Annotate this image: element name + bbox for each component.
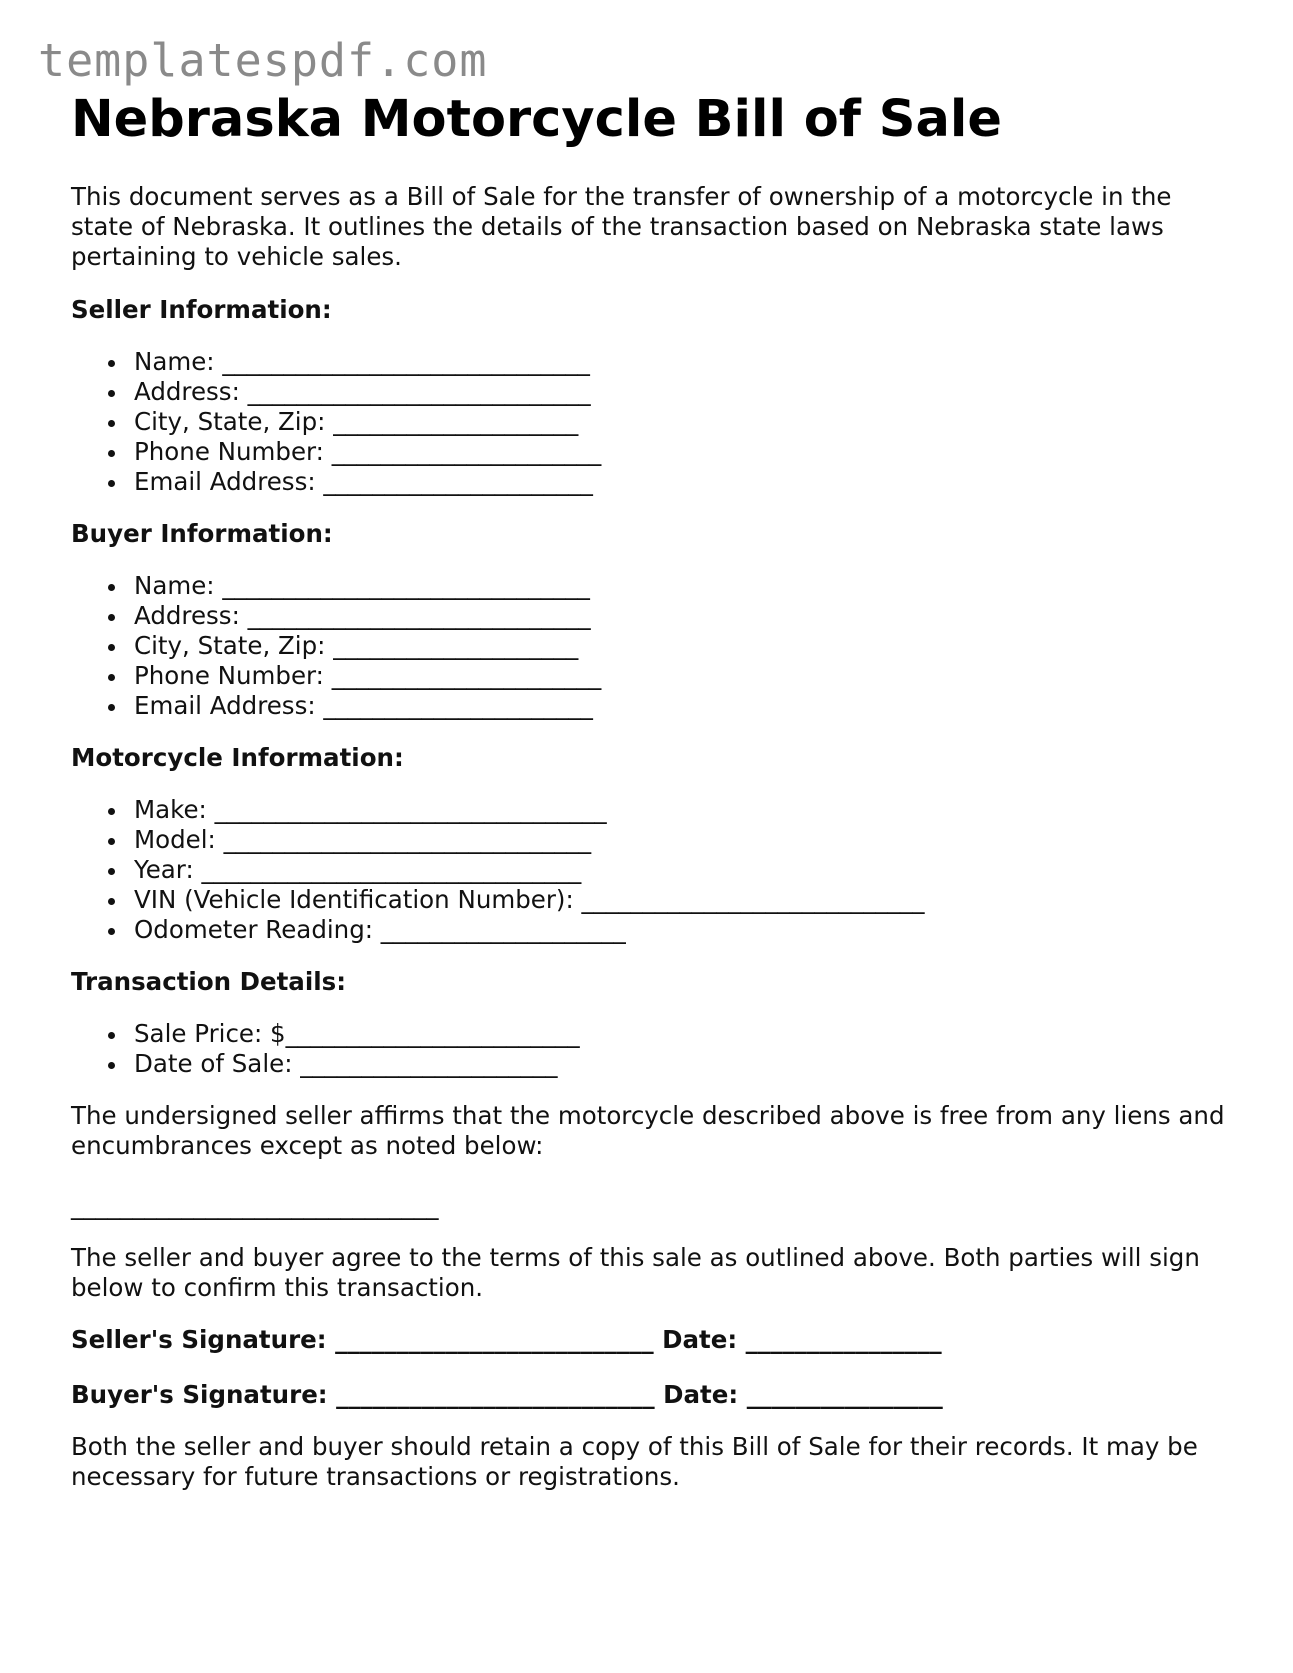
transaction-info-list bbox=[71, 1019, 1231, 1079]
seller-name-field[interactable]: Name: ______________________________ bbox=[71, 347, 1231, 377]
buyer-section-heading: Buyer Information: bbox=[71, 519, 333, 548]
motorcycle-info-list bbox=[71, 795, 1231, 945]
buyer-city-state-zip-field[interactable]: City, State, Zip: ____________________ bbox=[71, 631, 1231, 661]
seller-phone-field[interactable]: Phone Number: ______________________ bbox=[71, 437, 1231, 467]
date-of-sale-field[interactable]: Date of Sale: _____________________ bbox=[71, 1049, 1231, 1079]
buyer-name-field[interactable]: Name: ______________________________ bbox=[71, 571, 1231, 601]
seller-section-heading: Seller Information: bbox=[71, 295, 332, 324]
watermark-text: templatespdf.com bbox=[38, 34, 488, 87]
buyer-signature-line[interactable]: Buyer's Signature: __________________________ Date: ________________ bbox=[71, 1380, 943, 1409]
seller-email-field[interactable]: Email Address: ______________________ bbox=[71, 467, 1231, 497]
page-title: Nebraska Motorcycle Bill of Sale bbox=[71, 90, 1002, 149]
buyer-info-list bbox=[71, 571, 1231, 721]
liens-paragraph: The undersigned seller affirms that the motorcycle described above is free from any liens and encumbrances except as noted below: bbox=[71, 1101, 1225, 1160]
motorcycle-vin-field[interactable]: VIN (Vehicle Identification Number): ____________________________ bbox=[71, 885, 1231, 915]
liens-notes-field[interactable]: ______________________________ bbox=[71, 1191, 439, 1220]
sale-price-field[interactable]: Sale Price: $________________________ bbox=[71, 1019, 1231, 1049]
buyer-email-field[interactable]: Email Address: ______________________ bbox=[71, 691, 1231, 721]
motorcycle-section-heading: Motorcycle Information: bbox=[71, 743, 404, 772]
agreement-paragraph: The seller and buyer agree to the terms of this sale as outlined above. Both parties will sign below to confirm this transaction. bbox=[71, 1243, 1200, 1302]
buyer-address-field[interactable]: Address: ____________________________ bbox=[71, 601, 1231, 631]
motorcycle-make-field[interactable]: Make: ________________________________ bbox=[71, 795, 1231, 825]
seller-signature-line[interactable]: Seller's Signature: __________________________ Date: ________________ bbox=[71, 1325, 942, 1354]
seller-address-field[interactable]: Address: ____________________________ bbox=[71, 377, 1231, 407]
document-body bbox=[71, 88, 1231, 1492]
transaction-section-heading: Transaction Details: bbox=[71, 967, 347, 996]
buyer-phone-field[interactable]: Phone Number: ______________________ bbox=[71, 661, 1231, 691]
intro-paragraph: This document serves as a Bill of Sale for the transfer of ownership of a motorcycle in the state of Nebraska. It outlines the details of the transaction based on Nebraska state laws pertaining to vehicle sales. bbox=[71, 182, 1172, 271]
seller-city-state-zip-field[interactable]: City, State, Zip: ____________________ bbox=[71, 407, 1231, 437]
seller-info-list bbox=[71, 347, 1231, 497]
motorcycle-model-field[interactable]: Model: ______________________________ bbox=[71, 825, 1231, 855]
motorcycle-year-field[interactable]: Year: _______________________________ bbox=[71, 855, 1231, 885]
motorcycle-odometer-field[interactable]: Odometer Reading: ____________________ bbox=[71, 915, 1231, 945]
closing-paragraph: Both the seller and buyer should retain a copy of this Bill of Sale for their records. It may be necessary for future transactions or registrations. bbox=[71, 1432, 1198, 1491]
